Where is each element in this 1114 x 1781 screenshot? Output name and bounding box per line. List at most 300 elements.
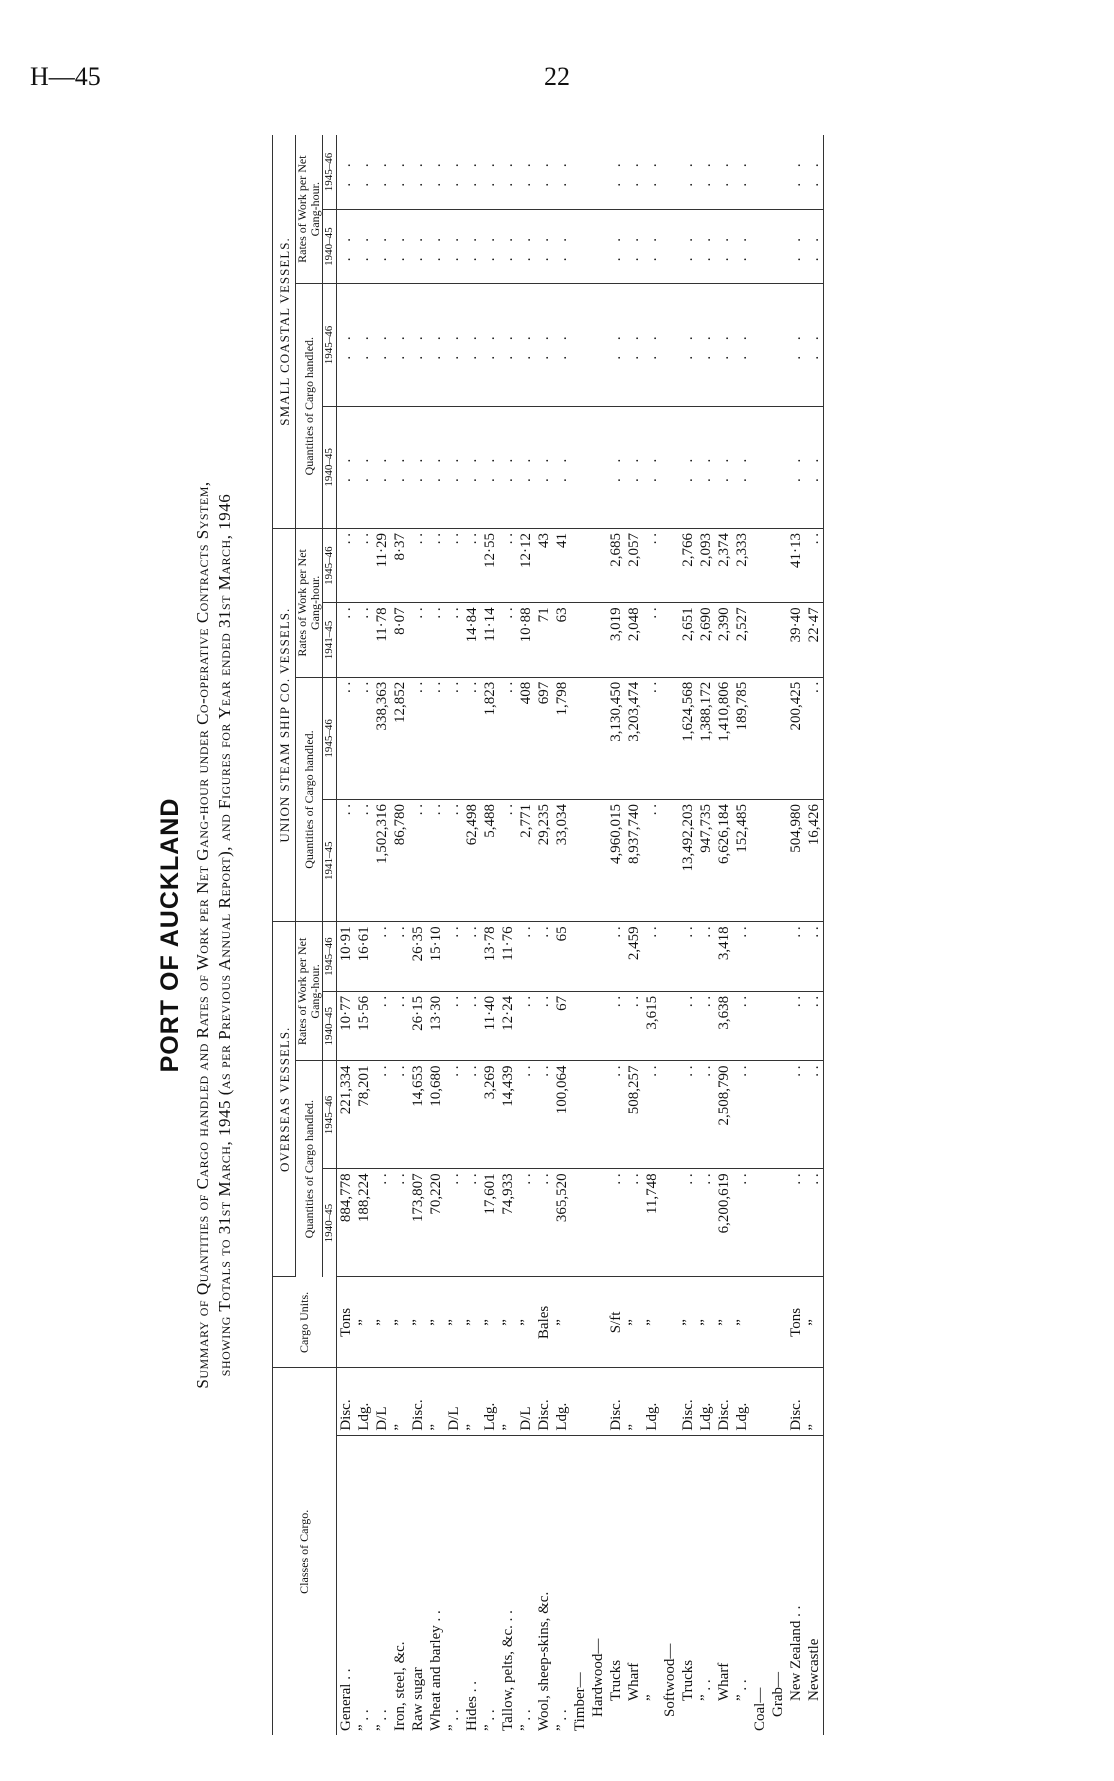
table-row (355, 135, 373, 1735)
empty-cell (769, 800, 787, 922)
empty-cell (751, 1061, 769, 1169)
value-cell: . . (805, 1169, 824, 1277)
value-cell: . . (733, 991, 751, 1061)
value-cell: 2,390 (715, 603, 733, 677)
value-cell: . . (445, 528, 463, 602)
value-cell: . . (733, 922, 751, 992)
table-row (337, 135, 356, 1735)
title-block (154, 135, 272, 1735)
operation: ” (427, 1368, 445, 1435)
empty-cell (571, 677, 589, 799)
table-row (769, 135, 787, 1735)
coastal-value-cell: . . (409, 406, 427, 528)
coastal-value-cell: . . (409, 284, 427, 406)
coastal-value-cell: . . (733, 209, 751, 283)
header-overseas-qty: Quantities of Cargo handled. (296, 1061, 323, 1277)
coastal-value-cell: . . (445, 284, 463, 406)
coastal-value-cell: . . (373, 209, 391, 283)
value-cell: 3,638 (715, 991, 733, 1061)
operation: Disc. (409, 1368, 427, 1435)
operation: Ldg. (733, 1368, 751, 1435)
value-cell: . . (805, 528, 824, 602)
header-period: 1940–45 (323, 1169, 337, 1277)
operation: ” (463, 1368, 481, 1435)
value-cell: 188,224 (355, 1169, 373, 1277)
value-cell: . . (679, 922, 697, 992)
cargo-class: Hardwood— (590, 1638, 606, 1717)
value-cell: 6,200,619 (715, 1169, 733, 1277)
value-cell: 13·78 (481, 922, 499, 992)
value-cell: 63 (553, 603, 571, 677)
cargo-class: Wharf (716, 1662, 732, 1701)
operation: D/L (373, 1368, 391, 1435)
cargo-unit: ” (805, 1277, 824, 1368)
value-cell: . . (679, 1169, 697, 1277)
operation: Disc. (787, 1368, 805, 1435)
value-cell: 86,780 (391, 800, 409, 922)
value-cell: . . (517, 1169, 535, 1277)
value-cell: . . (697, 1061, 715, 1169)
operation: Ldg. (697, 1368, 715, 1435)
empty-cell (571, 1277, 589, 1368)
operation: Ldg. (553, 1368, 571, 1435)
empty-cell (751, 677, 769, 799)
value-cell: . . (427, 528, 445, 602)
coastal-value-cell: . . (607, 406, 625, 528)
operation: Disc. (535, 1368, 553, 1435)
empty-cell (661, 135, 679, 209)
value-cell: . . (373, 1169, 391, 1277)
value-cell: . . (409, 528, 427, 602)
table-row (625, 135, 643, 1735)
coastal-value-cell: . . (355, 209, 373, 283)
coastal-value-cell: . . (445, 135, 463, 209)
value-cell: 100,064 (553, 1061, 571, 1169)
table-row (715, 135, 733, 1735)
cargo-class: Iron, steel, &c. (392, 1641, 408, 1731)
table-row (499, 135, 517, 1735)
value-cell: 65 (553, 922, 571, 992)
cargo-class: ” . . (518, 1709, 534, 1731)
cargo-class: Tallow, pelts, &c. . . (500, 1610, 516, 1731)
value-cell: . . (337, 800, 356, 922)
value-cell: 947,735 (697, 800, 715, 922)
cargo-unit: ” (391, 1277, 409, 1368)
cargo-unit: ” (355, 1277, 373, 1368)
value-cell: . . (607, 991, 625, 1061)
value-cell: . . (409, 677, 427, 799)
coastal-value-cell: . . (427, 406, 445, 528)
coastal-value-cell: . . (805, 406, 824, 528)
value-cell: . . (391, 1061, 409, 1169)
operation: Disc. (607, 1368, 625, 1435)
cargo-class: ” . . (446, 1709, 462, 1731)
empty-cell (751, 1169, 769, 1277)
header-period: 1941–45 (323, 800, 337, 922)
table-row (751, 135, 769, 1735)
empty-cell (751, 800, 769, 922)
value-cell: 11·40 (481, 991, 499, 1061)
cargo-unit: ” (427, 1277, 445, 1368)
value-cell: 8·37 (391, 528, 409, 602)
cargo-class: General . . (338, 1668, 354, 1731)
coastal-value-cell: . . (463, 406, 481, 528)
value-cell: 70,220 (427, 1169, 445, 1277)
empty-cell (571, 209, 589, 283)
cargo-class: Trucks (680, 1659, 696, 1701)
value-cell: 11·14 (481, 603, 499, 677)
coastal-value-cell: . . (679, 135, 697, 209)
cargo-unit: Bales (535, 1277, 553, 1368)
coastal-value-cell: . . (535, 284, 553, 406)
value-cell: 10·77 (337, 991, 356, 1061)
value-cell: . . (499, 603, 517, 677)
coastal-value-cell: . . (463, 284, 481, 406)
coastal-value-cell: . . (355, 406, 373, 528)
value-cell: . . (625, 1169, 643, 1277)
coastal-value-cell: . . (787, 135, 805, 209)
value-cell: 22·47 (805, 603, 824, 677)
empty-cell (769, 603, 787, 677)
cargo-class: Trucks (608, 1659, 624, 1701)
value-cell: 67 (553, 991, 571, 1061)
header-period: 1941–45 (323, 603, 337, 677)
value-cell: . . (607, 922, 625, 992)
coastal-value-cell: . . (733, 284, 751, 406)
header-period: 1945–46 (323, 922, 337, 992)
empty-cell (589, 603, 607, 677)
value-cell: 39·40 (787, 603, 805, 677)
empty-cell (571, 135, 589, 209)
coastal-value-cell: . . (445, 406, 463, 528)
coastal-value-cell: . . (373, 135, 391, 209)
cargo-class: Coal— (752, 1687, 768, 1731)
empty-cell (769, 284, 787, 406)
coastal-value-cell: . . (715, 406, 733, 528)
empty-cell (661, 284, 679, 406)
page-number: 22 (544, 62, 570, 91)
value-cell: . . (445, 1061, 463, 1169)
coastal-value-cell: . . (733, 135, 751, 209)
value-cell: . . (355, 800, 373, 922)
table-row (571, 135, 589, 1735)
cargo-unit: ” (409, 1277, 427, 1368)
table-row (607, 135, 625, 1735)
value-cell: 41·13 (787, 528, 805, 602)
value-cell: 14,653 (409, 1061, 427, 1169)
table-row (697, 135, 715, 1735)
empty-cell (589, 677, 607, 799)
value-cell: . . (787, 1061, 805, 1169)
empty-cell (769, 135, 787, 209)
value-cell: . . (373, 991, 391, 1061)
coastal-value-cell: . . (805, 284, 824, 406)
coastal-value-cell: . . (625, 135, 643, 209)
cargo-class: ” . . (482, 1709, 498, 1731)
value-cell: 6,626,184 (715, 800, 733, 922)
coastal-value-cell: . . (499, 209, 517, 283)
value-cell: . . (697, 991, 715, 1061)
value-cell: . . (355, 603, 373, 677)
header-coastal-qty: Quantities of Cargo handled. (296, 284, 323, 529)
value-cell: . . (427, 677, 445, 799)
cargo-class: Hides . . (464, 1681, 480, 1731)
empty-cell (661, 1368, 679, 1435)
value-cell: . . (337, 677, 356, 799)
value-cell: . . (409, 800, 427, 922)
empty-cell (661, 1061, 679, 1169)
value-cell: . . (445, 603, 463, 677)
empty-cell (589, 922, 607, 992)
cargo-unit: ” (733, 1277, 751, 1368)
coastal-value-cell: . . (427, 135, 445, 209)
cargo-class: Softwood— (662, 1643, 678, 1717)
value-cell: . . (805, 922, 824, 992)
value-cell: . . (535, 1169, 553, 1277)
value-cell: 43 (535, 528, 553, 602)
empty-cell (571, 528, 589, 602)
empty-cell (751, 1277, 769, 1368)
operation: Ldg. (643, 1368, 661, 1435)
value-cell: . . (463, 991, 481, 1061)
cargo-unit: ” (553, 1277, 571, 1368)
coastal-value-cell: . . (373, 406, 391, 528)
cargo-class: Wheat and barley . . (428, 1610, 444, 1731)
operation: Disc. (679, 1368, 697, 1435)
table-row (733, 135, 751, 1735)
empty-cell (589, 209, 607, 283)
cargo-class: New Zealand . . (788, 1605, 804, 1701)
empty-cell (751, 991, 769, 1061)
table-row (463, 135, 481, 1735)
header-period: 1945–46 (323, 677, 337, 799)
value-cell: . . (463, 1061, 481, 1169)
value-cell: 2,057 (625, 528, 643, 602)
value-cell: 2,651 (679, 603, 697, 677)
table-row (391, 135, 409, 1735)
header-overseas-rate: Rates of Work per Net Gang-hour. (296, 922, 323, 1061)
operation: ” (499, 1368, 517, 1435)
value-cell: . . (463, 528, 481, 602)
coastal-value-cell: . . (517, 284, 535, 406)
value-cell: 408 (517, 677, 535, 799)
coastal-value-cell: . . (607, 135, 625, 209)
coastal-value-cell: . . (481, 135, 499, 209)
header-coastal-rate: Rates of Work per Net Gang-hour. (296, 135, 323, 284)
value-cell: . . (643, 677, 661, 799)
value-cell: . . (607, 1169, 625, 1277)
empty-cell (589, 284, 607, 406)
operation: ” (391, 1368, 409, 1435)
cargo-unit: ” (679, 1277, 697, 1368)
value-cell: 15·10 (427, 922, 445, 992)
cargo-class: Timber— (572, 1672, 588, 1731)
value-cell: 504,980 (787, 800, 805, 922)
value-cell: 16,426 (805, 800, 824, 922)
value-cell: 1,798 (553, 677, 571, 799)
value-cell: 200,425 (787, 677, 805, 799)
rotated-page-region (154, 135, 1054, 1735)
value-cell: 5,488 (481, 800, 499, 922)
coastal-value-cell: . . (643, 406, 661, 528)
value-cell: . . (355, 528, 373, 602)
coastal-value-cell: . . (679, 209, 697, 283)
subtitle-line-2: showing Totals to 31st March, 1945 (as per Previous Annual Report), and Figures for Year ended 31st March, 1946 (215, 493, 234, 1377)
coastal-value-cell: . . (697, 209, 715, 283)
operation: Ldg. (355, 1368, 373, 1435)
value-cell: 10·88 (517, 603, 535, 677)
cargo-unit: ” (481, 1277, 499, 1368)
cargo-table-body (337, 135, 824, 1735)
coastal-value-cell: . . (805, 135, 824, 209)
value-cell: . . (445, 677, 463, 799)
cargo-class: ” . . (374, 1709, 390, 1731)
value-cell: 2,771 (517, 800, 535, 922)
value-cell: 11·76 (499, 922, 517, 992)
cargo-class: ” (644, 1694, 660, 1701)
value-cell: . . (643, 1061, 661, 1169)
cargo-unit: ” (715, 1277, 733, 1368)
value-cell: 3,418 (715, 922, 733, 992)
empty-cell (589, 1061, 607, 1169)
value-cell: 2,459 (625, 922, 643, 992)
value-cell: . . (679, 991, 697, 1061)
value-cell: 15·56 (355, 991, 373, 1061)
empty-cell (589, 1368, 607, 1435)
value-cell: 2,048 (625, 603, 643, 677)
header-coastal: SMALL COASTAL VESSELS. (273, 135, 296, 528)
coastal-value-cell: . . (553, 209, 571, 283)
table-row (535, 135, 553, 1735)
empty-cell (589, 1277, 607, 1368)
coastal-value-cell: . . (553, 406, 571, 528)
value-cell: . . (625, 991, 643, 1061)
coastal-value-cell: . . (733, 406, 751, 528)
coastal-value-cell: . . (517, 135, 535, 209)
coastal-value-cell: . . (355, 135, 373, 209)
coastal-value-cell: . . (517, 406, 535, 528)
empty-cell (769, 922, 787, 992)
coastal-value-cell: . . (499, 406, 517, 528)
empty-cell (571, 406, 589, 528)
value-cell: 26·15 (409, 991, 427, 1061)
header-period: 1940–45 (323, 991, 337, 1061)
value-cell: . . (643, 800, 661, 922)
value-cell: . . (535, 1061, 553, 1169)
coastal-value-cell: . . (643, 135, 661, 209)
coastal-value-cell: . . (499, 135, 517, 209)
empty-cell (661, 800, 679, 922)
empty-cell (571, 800, 589, 922)
value-cell: 17,601 (481, 1169, 499, 1277)
value-cell: . . (445, 991, 463, 1061)
value-cell: . . (517, 991, 535, 1061)
value-cell: . . (805, 677, 824, 799)
coastal-value-cell: . . (553, 284, 571, 406)
value-cell: . . (787, 1169, 805, 1277)
value-cell: 697 (535, 677, 553, 799)
empty-cell (769, 1277, 787, 1368)
value-cell: 173,807 (409, 1169, 427, 1277)
header-period: 1940–45 (323, 209, 337, 283)
value-cell: 16·61 (355, 922, 373, 992)
coastal-value-cell: . . (391, 284, 409, 406)
value-cell: . . (607, 1061, 625, 1169)
operation: ” (805, 1368, 824, 1435)
empty-cell (769, 1061, 787, 1169)
value-cell: 26·35 (409, 922, 427, 992)
value-cell: 1,823 (481, 677, 499, 799)
value-cell: 12·55 (481, 528, 499, 602)
header-units: Cargo Units. (273, 1277, 337, 1368)
value-cell: 2,766 (679, 528, 697, 602)
rotated-content (154, 135, 1054, 1735)
coastal-value-cell: . . (715, 135, 733, 209)
cargo-class: Raw sugar (410, 1667, 426, 1731)
empty-cell (751, 406, 769, 528)
value-cell: . . (355, 677, 373, 799)
cargo-class: Wool, sheep-skins, &c. (536, 1591, 552, 1731)
value-cell: . . (463, 1169, 481, 1277)
empty-cell (751, 209, 769, 283)
empty-cell (751, 135, 769, 209)
coastal-value-cell: . . (553, 135, 571, 209)
value-cell: . . (787, 991, 805, 1061)
empty-cell (661, 1169, 679, 1277)
coastal-value-cell: . . (697, 406, 715, 528)
value-cell: 8,937,740 (625, 800, 643, 922)
coastal-value-cell: . . (535, 209, 553, 283)
value-cell: 12,852 (391, 677, 409, 799)
header-period: 1945–46 (323, 284, 337, 406)
cargo-unit: Tons (787, 1277, 805, 1368)
coastal-value-cell: . . (535, 135, 553, 209)
cargo-class: Newcastle (805, 1435, 824, 1735)
value-cell: . . (499, 677, 517, 799)
value-cell: . . (427, 603, 445, 677)
value-cell: 12·12 (517, 528, 535, 602)
header-period: 1945–46 (323, 1061, 337, 1169)
coastal-value-cell: . . (481, 284, 499, 406)
coastal-value-cell: . . (697, 284, 715, 406)
value-cell: . . (805, 991, 824, 1061)
table-row (481, 135, 499, 1735)
coastal-value-cell: . . (697, 135, 715, 209)
value-cell: . . (427, 800, 445, 922)
cargo-class: ” . . (554, 1709, 570, 1731)
value-cell: 10,680 (427, 1061, 445, 1169)
value-cell: 2,093 (697, 528, 715, 602)
coastal-value-cell: . . (481, 406, 499, 528)
value-cell: . . (391, 1169, 409, 1277)
header-classes: Classes of Cargo. (273, 1368, 337, 1735)
empty-cell (589, 406, 607, 528)
coastal-value-cell: . . (607, 209, 625, 283)
coastal-value-cell: . . (535, 406, 553, 528)
coastal-value-cell: . . (355, 284, 373, 406)
coastal-value-cell: . . (427, 209, 445, 283)
cargo-class: Wharf (626, 1662, 642, 1701)
value-cell: . . (697, 922, 715, 992)
empty-cell (589, 135, 607, 209)
value-cell: 8·07 (391, 603, 409, 677)
value-cell: 2,508,790 (715, 1061, 733, 1169)
value-cell: 13,492,203 (679, 800, 697, 922)
coastal-value-cell: . . (391, 209, 409, 283)
value-cell: 2,527 (733, 603, 751, 677)
empty-cell (661, 922, 679, 992)
coastal-value-cell: . . (445, 209, 463, 283)
